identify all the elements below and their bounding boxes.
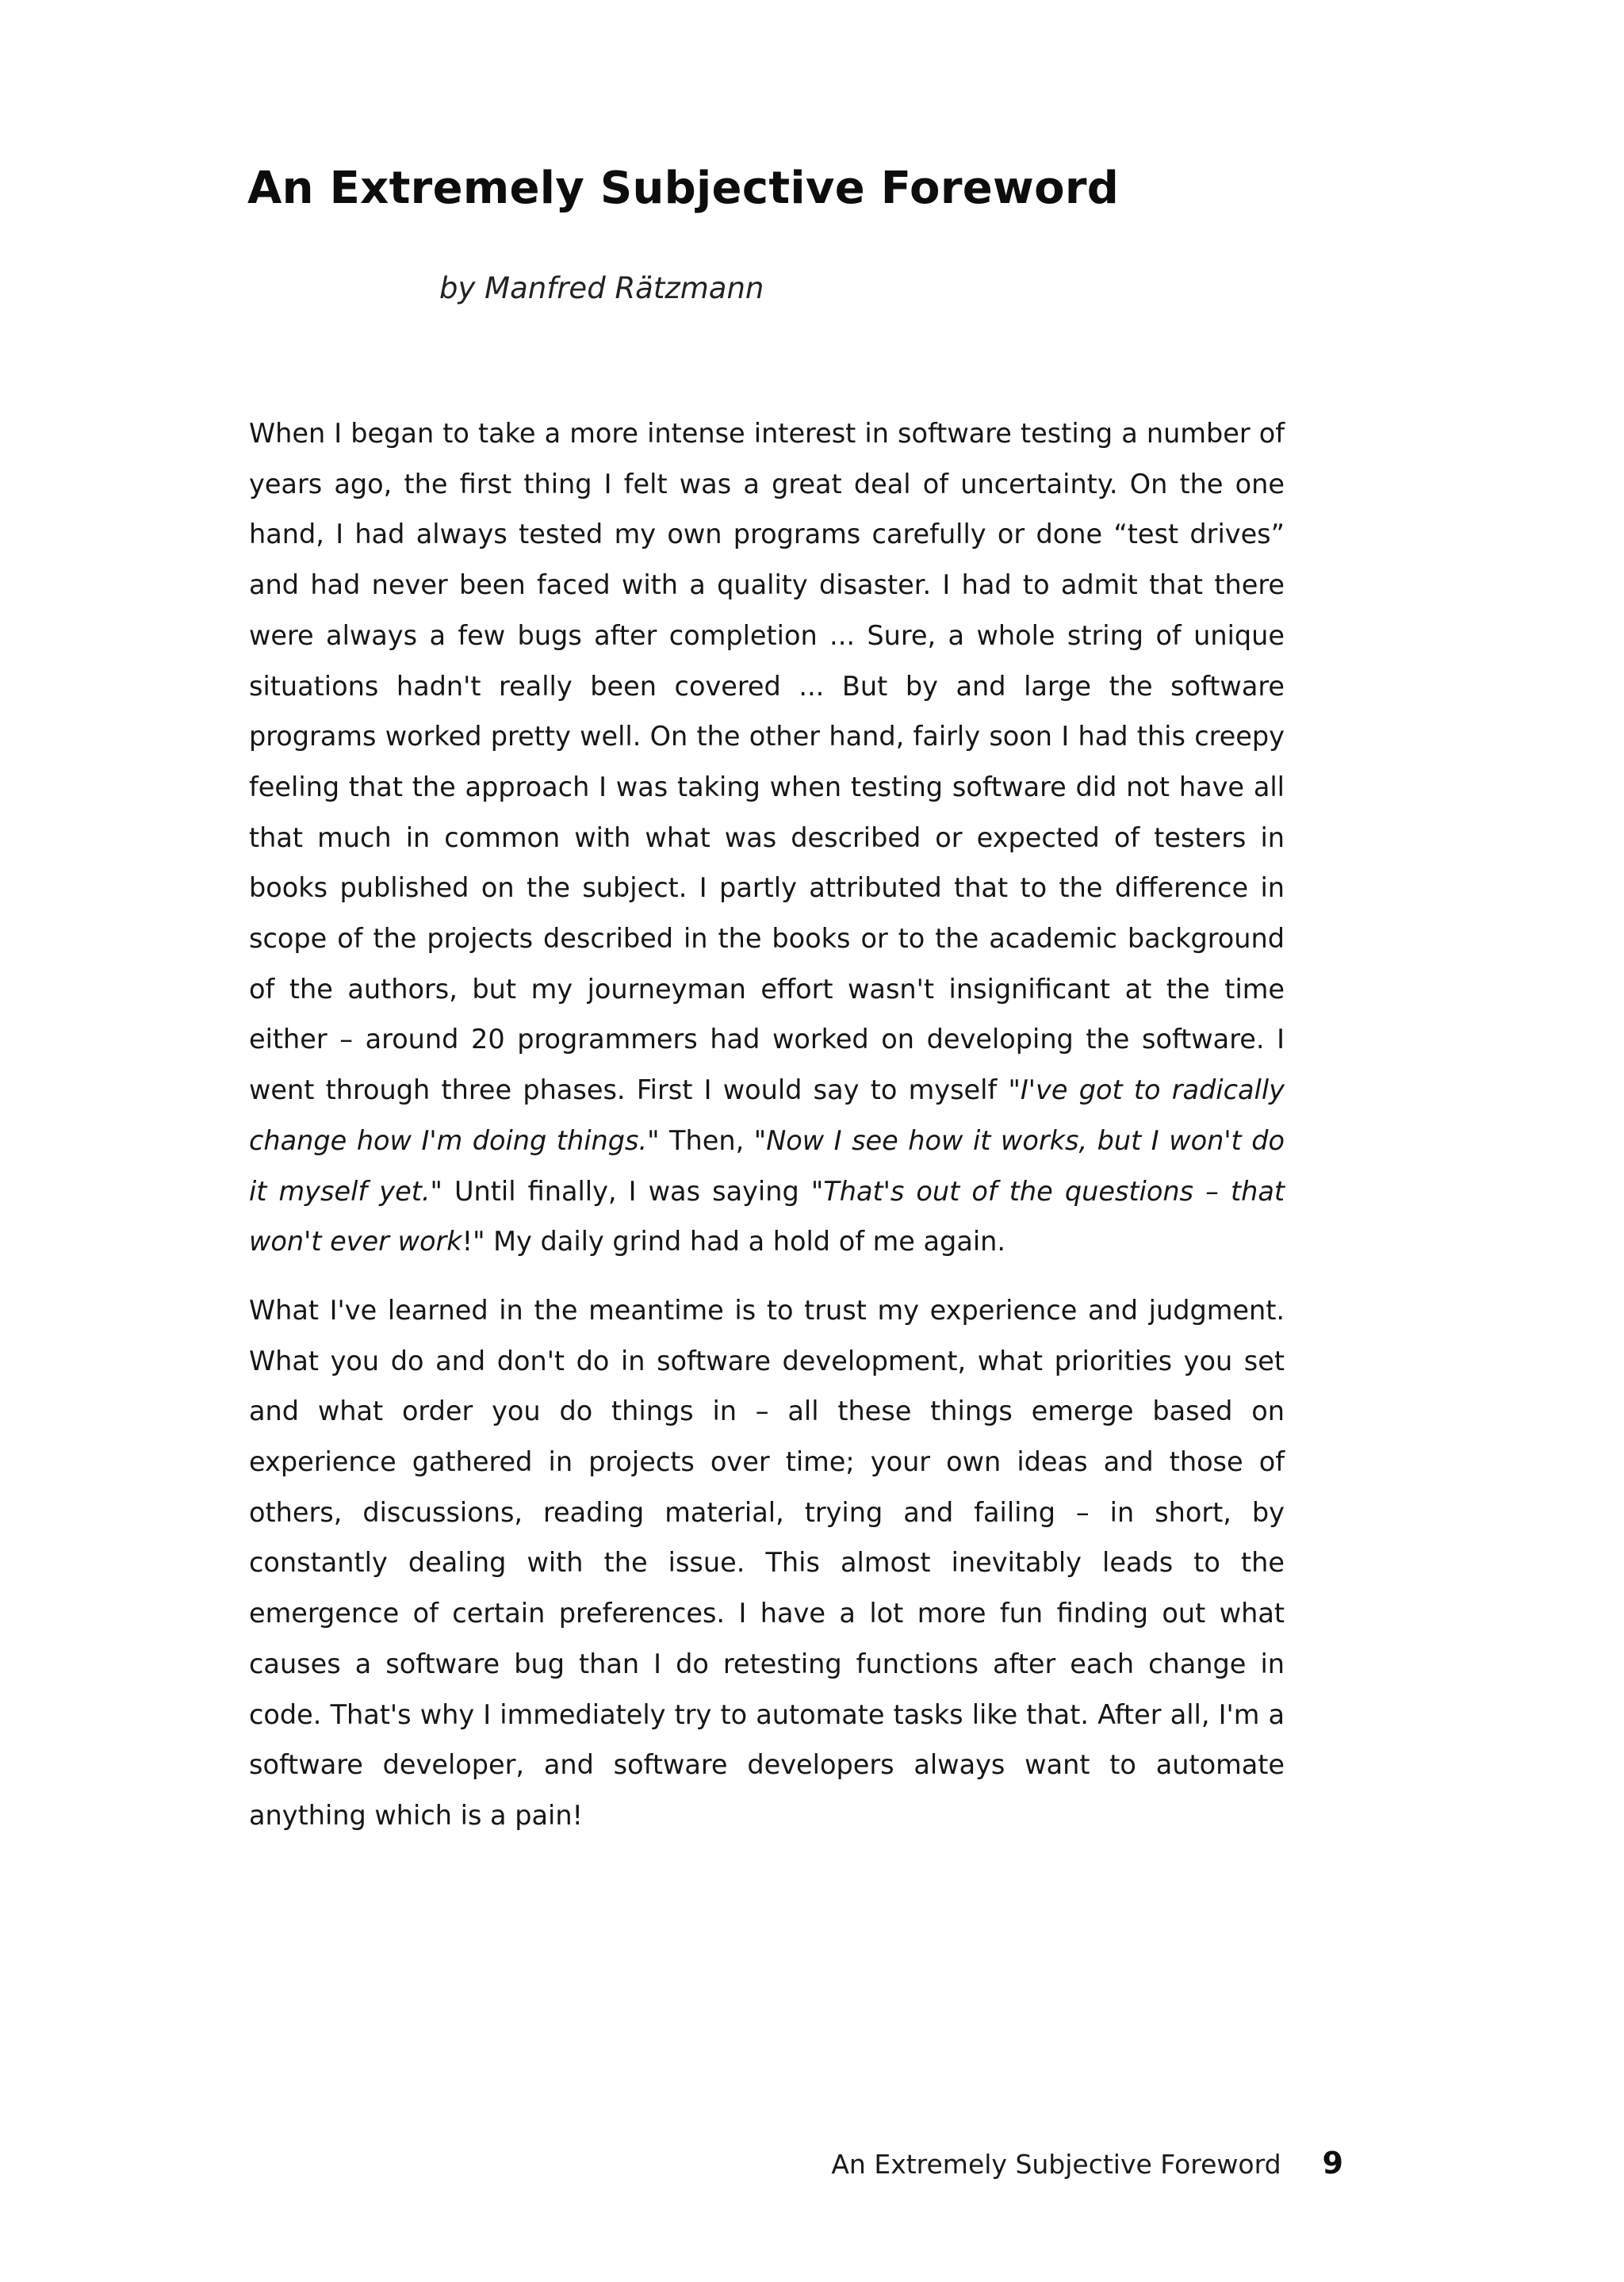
page-footer	[831, 2141, 1343, 2187]
paragraph-1	[249, 408, 1285, 1267]
text-segment: What I've learned in the meantime is to trust my experience and judgment. What you do and don't do in software development, what priorities you set and what order you do things in – all these things emerge based on experience gathered in projects over time; your own ideas and those of others, discussions, reading material, trying and failing – in short, by constantly dealing with the issue. This almost inevitably leads to the emergence of certain preferences. I have a lot more fun finding out what causes a software bug than I do retesting functions after each change in code. That's why I immediately try to automate tasks like that. After all, I'm a software developer, and software developers always want to automate anything which is a pain!	[249, 1294, 1285, 1831]
italic-quote: That's out of the questions – that won't ever work	[249, 1175, 1285, 1258]
running-head: An Extremely Subjective Foreword	[831, 2149, 1281, 2180]
text-segment: When I began to take a more intense interest in software testing a number of years ago, the first thing I felt was a great deal of uncertainty. On the one hand, I had always tested my own programs carefully or done “test drives” and had never been faced with a quality disaster. I had to admit that there were always a few bugs after completion ... Sure, a whole string of unique situations hadn't really been covered ... But by and large the software programs worked pretty well. On the other hand, fairly soon I had this creepy feeling that the approach I was taking when testing software did not have all that much in common with what was described or expected of testers in books published on the subject. I partly attributed that to the difference in scope of the projects described in the books or to the academic background of the authors, but my journeyman effort wasn't insignificant at the time either – around 20 programmers had worked on developing the software. I went through three phases. First I would say to myself "	[249, 418, 1285, 1106]
italic-quote: Now I see how it works, but I won't do it myself yet.	[249, 1124, 1285, 1207]
body-text	[249, 408, 1285, 1841]
page-number: 9	[1322, 2146, 1343, 2181]
text-segment: " Then, "	[647, 1124, 767, 1156]
author-byline: by Manfred Rätzmann	[439, 271, 764, 305]
text-segment: " Until finally, I was saying "	[430, 1175, 824, 1207]
page-title: An Extremely Subjective Foreword	[247, 163, 1120, 214]
italic-quote: I've got to radically change how I'm doing things.	[249, 1074, 1285, 1156]
text-segment: !" My daily grind had a hold of me again.	[462, 1226, 1006, 1258]
paragraph-2	[249, 1285, 1285, 1841]
